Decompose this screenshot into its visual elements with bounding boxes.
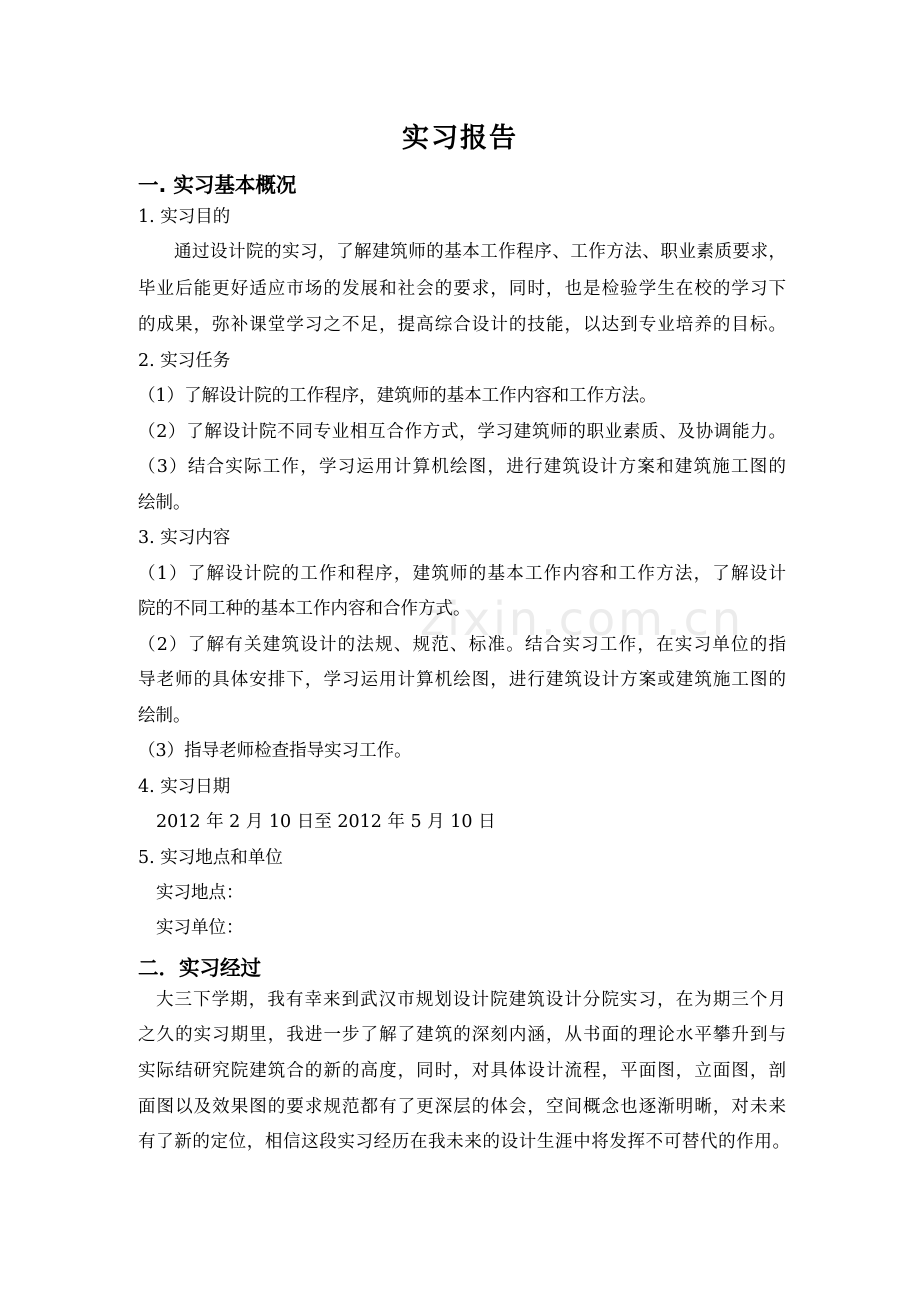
content-line: （1）了解设计院的工作和程序，建筑师的基本工作内容和工作方法，了解设计 xyxy=(138,564,786,584)
task-line: （3）结合实际工作，学习运用计算机绘图，进行建筑设计方案和建筑施工图的 xyxy=(138,457,786,477)
task-line: （1）了解设计院的工作程序，建筑师的基本工作内容和工作方法。 xyxy=(138,386,657,406)
experience-line: 之久的实习期里，我进一步了解了建筑的深刻内涵，从书面的理论水平攀升到与 xyxy=(138,1025,786,1045)
task-title: 2. 实习任务 xyxy=(138,351,231,371)
place-label: 实习地点： xyxy=(156,883,244,903)
experience-line: 大三下学期，我有幸来到武汉市规划设计院建筑设计分院实习，在为期三个月 xyxy=(156,990,786,1010)
section-1-heading: 一. 实习基本概况 xyxy=(138,173,297,197)
experience-line: 有了新的定位，相信这段实习经历在我未来的设计生涯中将发挥不可替代的作用。 xyxy=(138,1132,790,1152)
date-value: 2012 年 2 月 10 日至 2012 年 5 月 10 日 xyxy=(156,812,496,832)
content-line: （2）了解有关建筑设计的法规、规范、标准。结合实习工作，在实习单位的指 xyxy=(138,635,786,655)
purpose-line: 通过设计院的实习，了解建筑师的基本工作程序、工作方法、职业素质要求， xyxy=(174,242,786,262)
unit-label: 实习单位： xyxy=(156,918,244,938)
date-title: 4. 实习日期 xyxy=(138,777,231,797)
place-title: 5. 实习地点和单位 xyxy=(138,848,283,868)
content-title: 3. 实习内容 xyxy=(138,528,231,548)
content-line: 绘制。 xyxy=(138,706,191,726)
purpose-title: 1. 实习目的 xyxy=(138,207,231,227)
watermark: zixin.com.cn xyxy=(420,592,745,646)
purpose-line: 毕业后能更好适应市场的发展和社会的要求，同时，也是检验学生在校的学习下 xyxy=(138,279,786,299)
section-2-heading: 二．实习经过 xyxy=(138,956,261,980)
content-line: （3）指导老师检查指导实习工作。 xyxy=(138,741,412,761)
content-line: 院的不同工种的基本工作内容和合作方式。 xyxy=(138,599,471,619)
content-line: 导老师的具体安排下，学习运用计算机绘图，进行建筑设计方案或建筑施工图的 xyxy=(138,670,786,690)
purpose-line: 的成果，弥补课堂学习之不足，提高综合设计的技能，以达到专业培养的目标。 xyxy=(138,315,786,335)
experience-line: 面图以及效果图的要求规范都有了更深层的体会，空间概念也逐渐明晰，对未来 xyxy=(138,1097,786,1117)
task-line: 绘制。 xyxy=(138,493,191,513)
page-title: 实习报告 xyxy=(402,123,518,154)
task-line: （2）了解设计院不同专业相互合作方式，学习建筑师的职业素质、及协调能力。 xyxy=(138,422,786,442)
experience-line: 实际结研究院建筑合的新的高度，同时，对具体设计流程，平面图，立面图，剖 xyxy=(138,1061,786,1081)
